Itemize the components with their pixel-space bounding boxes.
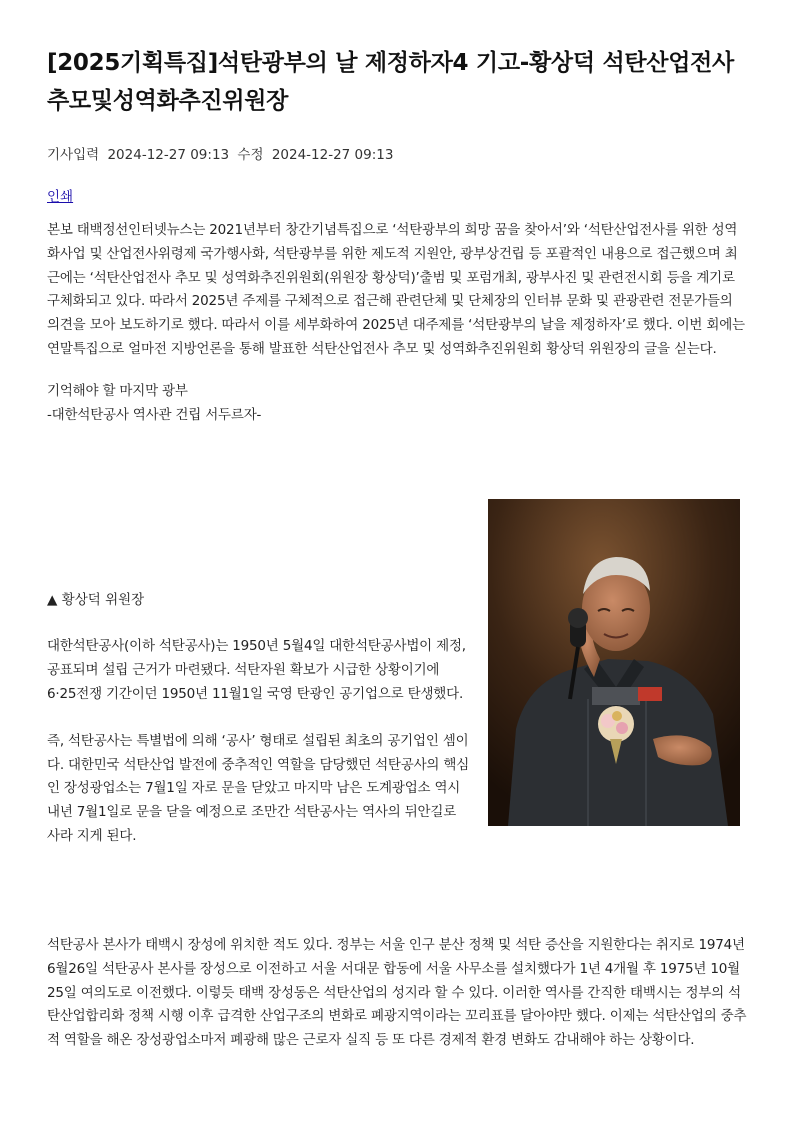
body-paragraph-2: 즉, 석탄공사는 특별법에 의해 ‘공사’ 형태로 설립된 최초의 공기업인 셈이다. 대한민국 석탄산업 발전에 중추적인 역할을 담당했던 석탄공사의 핵심인 장성광업소는 7월1일 자로 문을 닫았고 마지막 남은 도계광업소 역시 내년 7월1일로 문을 닫을 예정으로 조만간 석탄공사는 역사의 뒤안길로 사라 지게 된다.: [47, 732, 470, 844]
subtitle-block: [47, 380, 747, 428]
article-title: [2025기획특집]석탄광부의 날 제정하자4 기고-황상덕 석탄산업전사추모및성역화추진위원장: [47, 50, 734, 114]
body-paragraph-3: 석탄공사 본사가 태백시 장성에 위치한 적도 있다. 정부는 서울 인구 분산 정책 및 석탄 증산을 지원한다는 취지로 1974년 6월26일 석탄공사 본사를 장성으로 이전하고 서울 서대문 합동에 서울 사무소를 설치했다가 1년 4개월 후 1975년 10월25일 여의도로 이전했다. 이렇듯 태백 장성동은 석탄산업의 성지라 할 수 있다. 이러한 역사를 간직한 태백시는 정부의 석탄산업합리화 정책 시행 이후 급격한 산업구조의 변화로 폐광지역이라는 꼬리표를 달아야만 했다. 이제는 석탄산업의 중추적 역할을 해온 장성광업소마저 폐광해 많은 근로자 실직 등 또 다른 경제적 환경 변화도 감내해야 하는 상황이다.: [47, 937, 747, 1049]
modified-label: 수정: [237, 147, 264, 163]
article-meta: [47, 146, 747, 164]
subtitle-main: 기억해야 할 마지막 광부: [47, 382, 188, 399]
photo-caption: ▲ 황상덕 위원장: [47, 592, 145, 609]
article: [47, 44, 747, 874]
print-link[interactable]: 인쇄: [47, 189, 74, 205]
intro-paragraph: 본보 태백정선인터넷뉴스는 2021년부터 창간기념특집으로 ‘석탄광부의 희망 꿈을 찾아서’와 ‘석탄산업전사를 위한 성역화사업 및 산업전사위령제 국가행사화, 석탄광부를 위한 제도적 지원안, 광부상건립 등 포괄적인 내용으로 접근했으며 최근에는 ‘석탄산업전사 추모 및 성역화추진위원회(위원장 황상덕)’출범 및 포럼개최, 광부사진 및 관련전시회 등을 계기로 구체화되고 있다. 따라서 2025년 주제를 구체적으로 접근해 관련단체 및 단체장의 인터뷰 문화 및 관광관련 전문가들의 의견을 모아 보도하기로 했다. 따라서 이를 세부화하여 2025년 대주제를 ‘석탄광부의 날을 제정하자’로 했다. 이번 회에는 연말특집으로 얼마전 지방언론을 통해 발표한 석탄산업전사 추모 및 성역화추진위원회 황상덕 위원장의 글을 싣는다.: [47, 222, 745, 357]
body-full-width: [47, 934, 747, 1053]
published-date: 2024-12-27 09:13: [107, 147, 230, 163]
figure-row: [47, 499, 747, 874]
body-paragraph-1: 대한석탄공사(이하 석탄공사)는 1950년 5월4일 대한석탄공사법이 제정, 공표되며 설립 근거가 마련됐다. 석탄자원 확보가 시급한 상황이기에 6·25전쟁 기간이던 1950년 11월1일 국영 탄광인 공기업으로 탄생했다.: [47, 638, 466, 702]
modified-date: 2024-12-27 09:13: [271, 147, 394, 163]
published-label: 기사입력: [47, 147, 100, 163]
subtitle-sub: -대한석탄공사 역사관 건립 서두르자-: [47, 406, 262, 423]
text-column: [47, 635, 472, 848]
portrait-photo: [488, 499, 740, 826]
